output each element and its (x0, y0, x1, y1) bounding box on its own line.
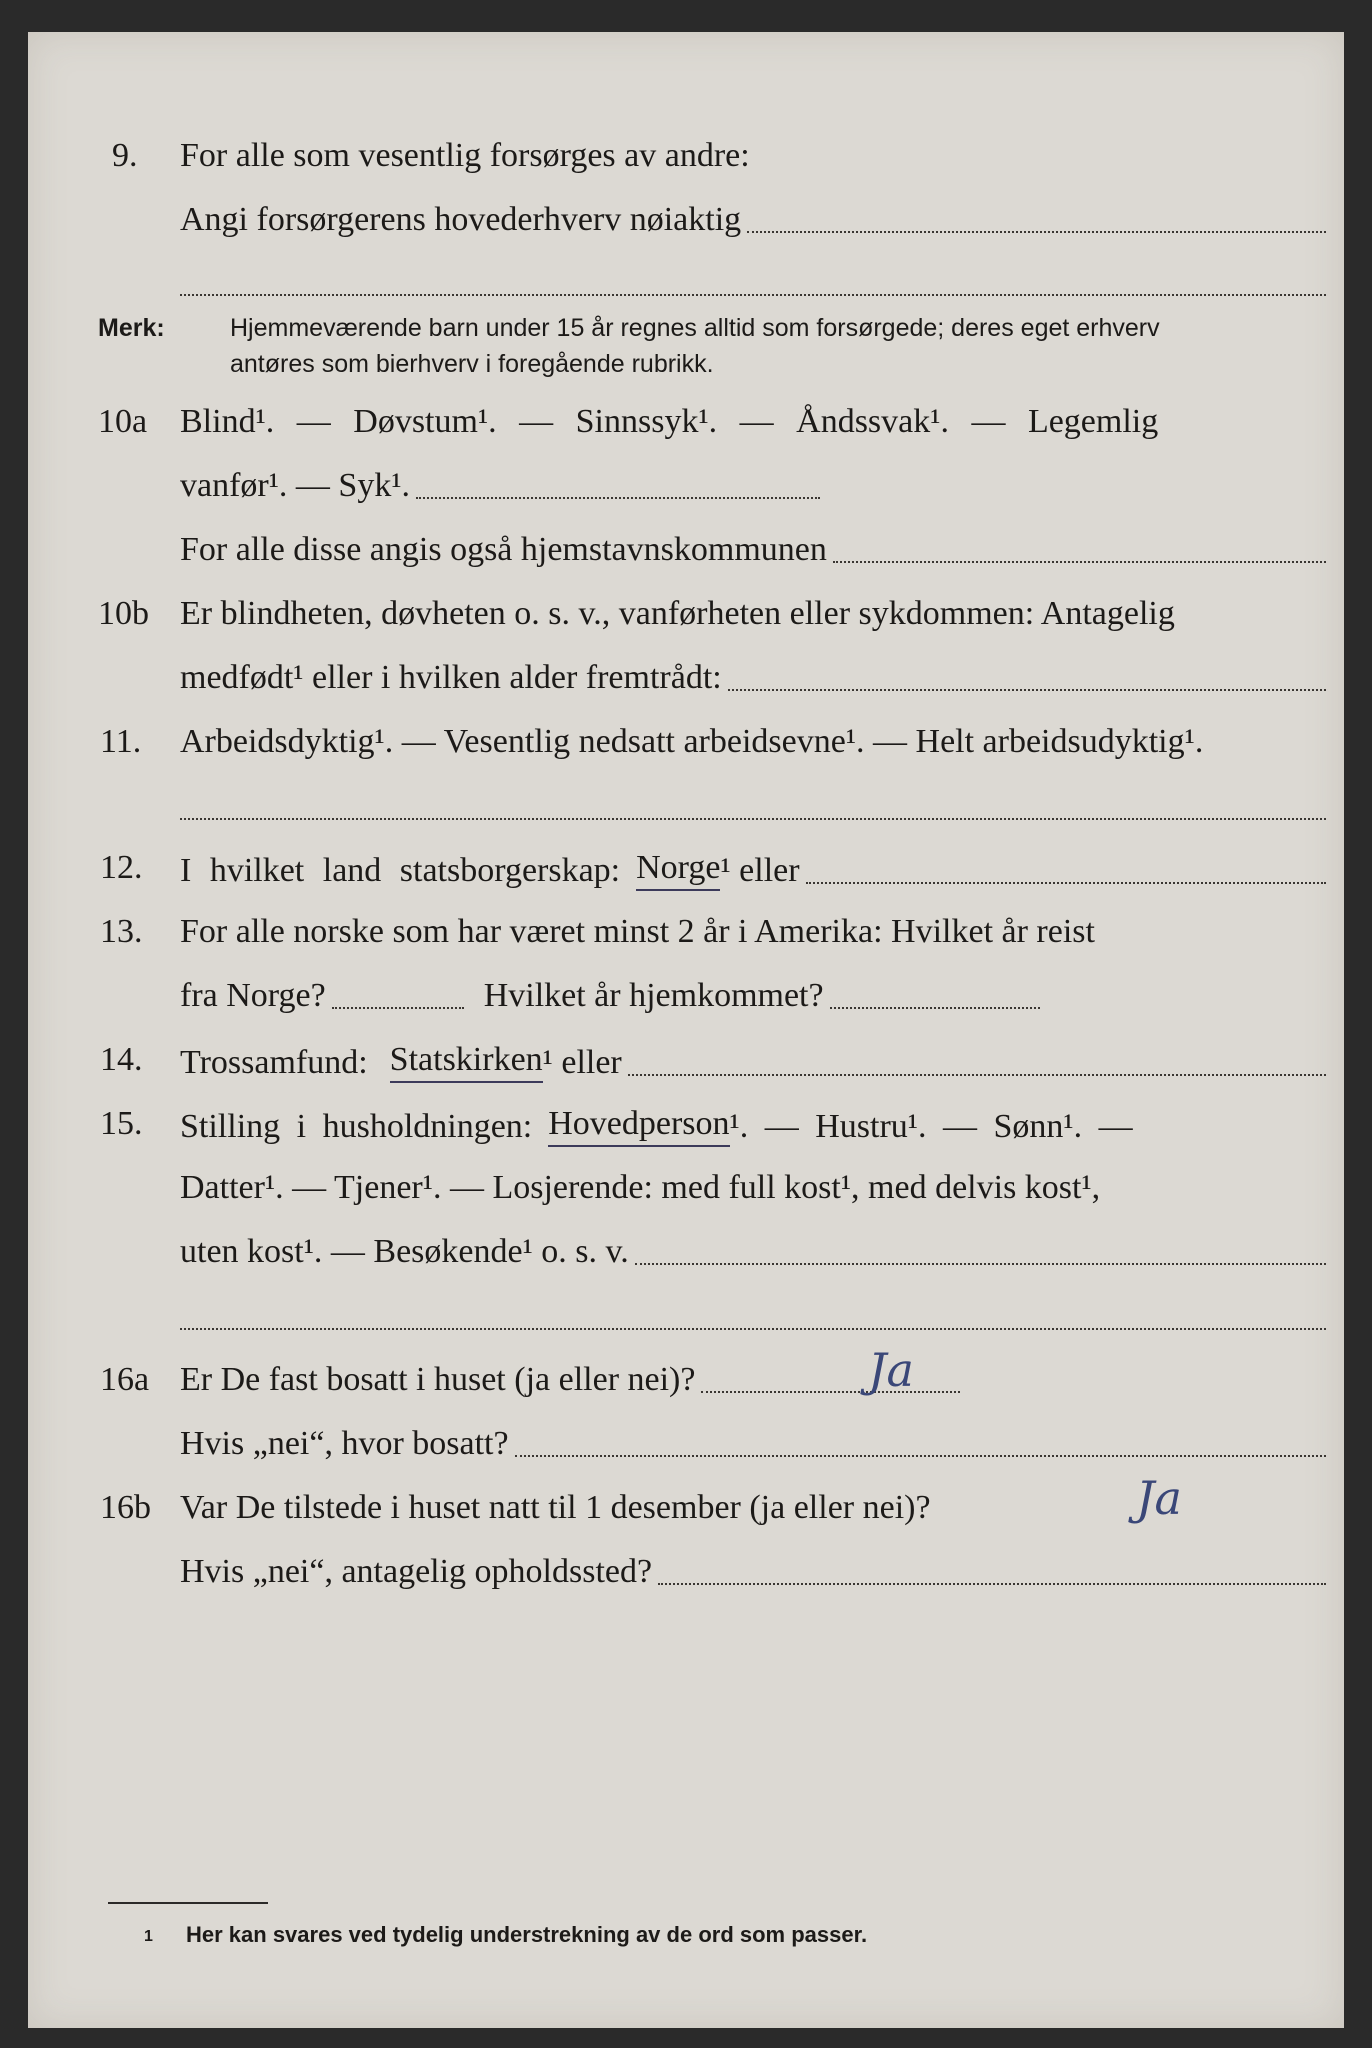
q15-answer-line[interactable] (635, 1263, 1326, 1265)
q13-text1: For alle norske som har været minst 2 år i Amerika: Hvilket år reist (180, 913, 1095, 950)
q15-number: 15. (100, 1105, 143, 1142)
footnote-mark: 1 (144, 1928, 153, 1945)
q12-text-pre: I hvilket land statsborgerskap: (180, 852, 621, 889)
q9-text2: Angi forsørgerens hovederhverv nøiaktig (180, 201, 742, 238)
q11-answer-line[interactable] (180, 818, 1326, 820)
q16a-text2: Hvis „nei“, hvor bosatt? (180, 1425, 509, 1462)
q10b-answer-line[interactable] (728, 689, 1326, 691)
q16b-text1: Var De tilstede i huset natt til 1 desember (ja eller nei)? (180, 1489, 931, 1526)
q15-line1 (180, 1104, 1326, 1147)
q13-line1 (180, 912, 1326, 952)
q10a-syk-line[interactable] (416, 497, 820, 499)
q16a-line2 (180, 1424, 1326, 1464)
q10a-text2: vanfør¹. — Syk¹. (180, 467, 411, 504)
q10a-text1: Blind¹. — Døvstum¹. — Sinnssyk¹. — Åndssvak¹. — Legemlig (180, 403, 1159, 440)
q14-underlined-statskirken[interactable]: Statskirken (390, 1040, 543, 1083)
q10a-line1 (180, 402, 1326, 442)
q12-underlined-norge[interactable]: Norge (636, 848, 720, 891)
q16b-number: 16b (100, 1489, 151, 1526)
q15-text-pre: Stilling i husholdningen: (180, 1108, 533, 1145)
q15-line2 (180, 1168, 1326, 1208)
footnote-separator (108, 1902, 268, 1904)
q16a-number: 16a (100, 1361, 150, 1398)
q15-extra-line[interactable] (180, 1328, 1326, 1330)
merk-text2: antøres som bierhverv i foregående rubrikk. (230, 350, 714, 378)
q15-text-post: ¹. — Hustru¹. — Sønn¹. — (729, 1108, 1133, 1145)
q15-text3: uten kost¹. — Besøkende¹ o. s. v. (180, 1233, 629, 1270)
q10b-text1: Er blindheten, døvheten o. s. v., vanførheten eller sykdommen: Antagelig (180, 595, 1175, 632)
q15-text2: Datter¹. — Tjener¹. — Losjerende: med full kost¹, med delvis kost¹, (180, 1169, 1101, 1206)
q11-line1 (180, 722, 1326, 762)
q15-line3 (180, 1232, 1326, 1272)
merk-label: Merk: (98, 314, 165, 342)
q13-reist-line[interactable] (332, 1007, 464, 1009)
q10a-number: 10a (98, 403, 148, 440)
q12-text-post: ¹ eller (720, 852, 800, 889)
q14-text-post: ¹ eller (542, 1044, 622, 1081)
q14-number: 14. (100, 1041, 143, 1078)
q12-line (180, 848, 1326, 891)
q16a-answer-line[interactable] (701, 1391, 960, 1393)
q14-answer-line[interactable] (628, 1074, 1326, 1076)
q10a-line3 (180, 530, 1326, 570)
q13-hjemkommet-line[interactable] (830, 1007, 1040, 1009)
q9-line2 (180, 200, 1326, 240)
q15-underlined-hovedperson[interactable]: Hovedperson (548, 1104, 729, 1147)
q10b-line2 (180, 658, 1326, 698)
q16a-handwritten-answer: Ja (868, 1343, 914, 1397)
merk-text1: Hjemmeværende barn under 15 år regnes alltid som forsørgede; deres eget erhverv (230, 314, 1160, 342)
q13-text2b: Hvilket år hjemkommet? (483, 977, 824, 1014)
q9-extra-line[interactable] (180, 294, 1326, 296)
q12-number: 12. (100, 849, 143, 886)
q16a-line1 (180, 1360, 960, 1400)
q11-number: 11. (100, 723, 142, 760)
q10a-text3: For alle disse angis også hjemstavnskommunen (180, 531, 827, 568)
q12-answer-line[interactable] (806, 882, 1326, 884)
q9-number: 9. (112, 137, 138, 174)
q10a-hjemstavn-line[interactable] (833, 561, 1326, 563)
q16b-handwritten-answer: Ja (1136, 1471, 1182, 1525)
q9-text1: For alle som vesentlig forsørges av andre: (180, 137, 750, 174)
q10a-line2 (180, 466, 820, 506)
q13-text2a: fra Norge? (180, 977, 326, 1014)
q9-line1 (180, 136, 1300, 176)
q10b-number: 10b (98, 595, 149, 632)
q14-text-pre: Trossamfund: (180, 1044, 368, 1081)
q14-line (180, 1040, 1326, 1083)
q16a-bosatt-line[interactable] (515, 1455, 1326, 1457)
census-form-page (28, 32, 1344, 2028)
q13-line2 (180, 976, 1040, 1016)
q16a-text1: Er De fast bosatt i huset (ja eller nei)? (180, 1361, 696, 1398)
q11-text1: Arbeidsdyktig¹. — Vesentlig nedsatt arbeidsevne¹. — Helt arbeidsudyktig¹. (180, 723, 1204, 760)
q16b-line2 (180, 1552, 1326, 1592)
q9-answer-line[interactable] (747, 231, 1326, 233)
footnote-text: Her kan svares ved tydelig understrekning av de ord som passer. (186, 1922, 868, 1947)
q10b-text2: medfødt¹ eller i hvilken alder fremtrådt: (180, 659, 722, 696)
q16b-text2: Hvis „nei“, antagelig opholdssted? (180, 1553, 653, 1590)
q10b-line1 (180, 594, 1326, 634)
q16b-opholdssted-line[interactable] (658, 1583, 1326, 1585)
q13-number: 13. (100, 913, 143, 950)
